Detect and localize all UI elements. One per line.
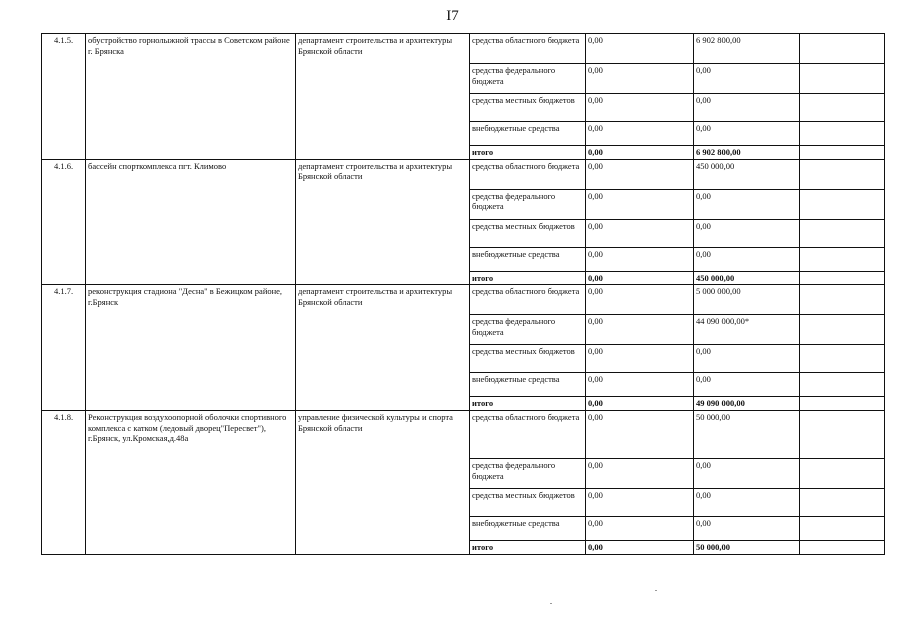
funding-source: внебюджетные средства — [470, 122, 586, 146]
executor: управление физической культуры и спорта Брянской области — [296, 410, 470, 554]
empty-cell — [800, 189, 885, 219]
empty-cell — [800, 219, 885, 247]
amount-2: 5 000 000,00 — [694, 285, 800, 315]
funding-source: внебюджетные средства — [470, 373, 586, 397]
funding-source: средства местных бюджетов — [470, 345, 586, 373]
item-number: 4.1.8. — [42, 410, 86, 554]
amount-1: 0,00 — [586, 34, 694, 64]
empty-cell — [800, 373, 885, 397]
empty-cell — [800, 410, 885, 458]
project-name: реконструкция стадиона "Десна" в Бежицком районе, г.Брянск — [86, 285, 296, 411]
funding-source: средства областного бюджета — [470, 285, 586, 315]
amount-2: 0,00 — [694, 64, 800, 94]
funding-source: средства федерального бюджета — [470, 315, 586, 345]
amount-2: 0,00 — [694, 488, 800, 516]
amount-1: 0,00 — [586, 516, 694, 540]
empty-cell — [800, 285, 885, 315]
empty-cell — [800, 34, 885, 64]
total-label: итого — [470, 146, 586, 160]
amount-1: 0,00 — [586, 285, 694, 315]
amount-2: 50 000,00 — [694, 410, 800, 458]
amount-1: 0,00 — [586, 189, 694, 219]
project-name: Реконструкция воздухоопорной оболочки спортивного комплекса с катком (ледовый дворец"Пересвет"), г.Брянск, ул.Кромская,д.48а — [86, 410, 296, 554]
item-number: 4.1.6. — [42, 159, 86, 285]
funding-source: средства федерального бюджета — [470, 458, 586, 488]
empty-cell — [800, 94, 885, 122]
total-amount-2: 6 902 800,00 — [694, 146, 800, 160]
empty-cell — [800, 122, 885, 146]
total-amount-1: 0,00 — [586, 146, 694, 160]
table-row — [42, 159, 885, 189]
empty-cell — [800, 488, 885, 516]
empty-cell — [800, 146, 885, 160]
total-amount-1: 0,00 — [586, 540, 694, 554]
amount-2: 0,00 — [694, 458, 800, 488]
table-row — [42, 410, 885, 458]
executor: департамент строительства и архитектуры Брянской области — [296, 285, 470, 411]
funding-source: средства федерального бюджета — [470, 64, 586, 94]
amount-1: 0,00 — [586, 410, 694, 458]
total-amount-2: 49 090 000,00 — [694, 397, 800, 411]
total-amount-1: 0,00 — [586, 397, 694, 411]
empty-cell — [800, 271, 885, 285]
amount-2: 0,00 — [694, 247, 800, 271]
funding-source: средства местных бюджетов — [470, 488, 586, 516]
executor: департамент строительства и архитектуры Брянской области — [296, 34, 470, 160]
funding-source: средства местных бюджетов — [470, 94, 586, 122]
amount-2: 0,00 — [694, 189, 800, 219]
total-amount-2: 50 000,00 — [694, 540, 800, 554]
amount-2: 0,00 — [694, 516, 800, 540]
budget-table — [41, 33, 885, 555]
amount-2: 450 000,00 — [694, 159, 800, 189]
empty-cell — [800, 64, 885, 94]
total-label: итого — [470, 397, 586, 411]
total-amount-2: 450 000,00 — [694, 271, 800, 285]
table-row — [42, 285, 885, 315]
amount-2: 0,00 — [694, 94, 800, 122]
table-row — [42, 34, 885, 64]
funding-source: внебюджетные средства — [470, 516, 586, 540]
item-number: 4.1.5. — [42, 34, 86, 160]
amount-1: 0,00 — [586, 315, 694, 345]
amount-1: 0,00 — [586, 247, 694, 271]
scan-artifact — [655, 590, 657, 591]
project-name: бассейн спорткомплекса пгт. Климово — [86, 159, 296, 285]
amount-1: 0,00 — [586, 488, 694, 516]
empty-cell — [800, 516, 885, 540]
amount-1: 0,00 — [586, 345, 694, 373]
item-number: 4.1.7. — [42, 285, 86, 411]
funding-source: средства областного бюджета — [470, 159, 586, 189]
amount-2: 0,00 — [694, 122, 800, 146]
amount-2: 0,00 — [694, 345, 800, 373]
amount-1: 0,00 — [586, 219, 694, 247]
amount-1: 0,00 — [586, 373, 694, 397]
total-amount-1: 0,00 — [586, 271, 694, 285]
amount-2: 44 090 000,00* — [694, 315, 800, 345]
executor: департамент строительства и архитектуры Брянской области — [296, 159, 470, 285]
empty-cell — [800, 247, 885, 271]
empty-cell — [800, 345, 885, 373]
total-label: итого — [470, 271, 586, 285]
project-name: обустройство горнолыжной трассы в Советском районе г. Брянска — [86, 34, 296, 160]
amount-1: 0,00 — [586, 159, 694, 189]
amount-1: 0,00 — [586, 64, 694, 94]
amount-2: 6 902 800,00 — [694, 34, 800, 64]
empty-cell — [800, 540, 885, 554]
funding-source: средства областного бюджета — [470, 410, 586, 458]
empty-cell — [800, 397, 885, 411]
amount-1: 0,00 — [586, 94, 694, 122]
funding-source: средства областного бюджета — [470, 34, 586, 64]
funding-source: средства местных бюджетов — [470, 219, 586, 247]
empty-cell — [800, 315, 885, 345]
amount-1: 0,00 — [586, 458, 694, 488]
total-label: итого — [470, 540, 586, 554]
page-number: I7 — [446, 8, 459, 24]
funding-source: средства федерального бюджета — [470, 189, 586, 219]
amount-2: 0,00 — [694, 219, 800, 247]
empty-cell — [800, 159, 885, 189]
amount-1: 0,00 — [586, 122, 694, 146]
scan-artifact — [550, 603, 552, 604]
funding-source: внебюджетные средства — [470, 247, 586, 271]
amount-2: 0,00 — [694, 373, 800, 397]
empty-cell — [800, 458, 885, 488]
